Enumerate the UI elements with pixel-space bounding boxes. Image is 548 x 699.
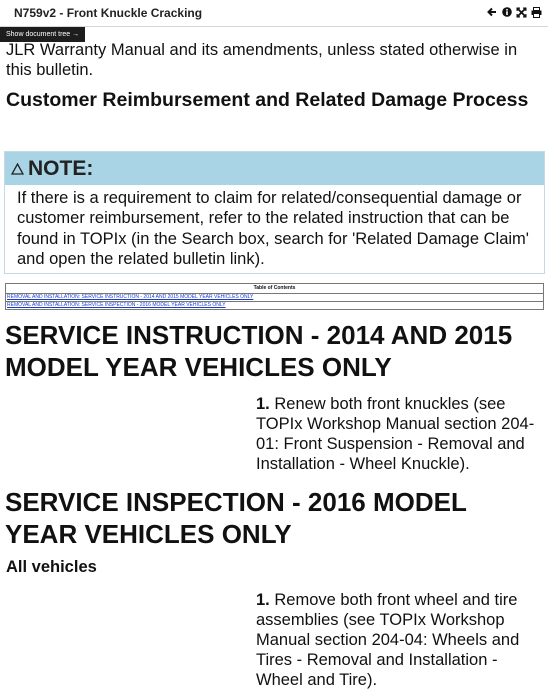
header-bar <box>0 0 548 27</box>
toc-title: Table of Contents <box>6 284 543 294</box>
toolbar <box>486 6 542 18</box>
service-inspection-heading: SERVICE INSPECTION - 2016 MODEL YEAR VEHICLES ONLY <box>5 487 467 549</box>
all-vehicles-subheading: All vehicles <box>6 558 97 576</box>
toc-link-service-instruction[interactable]: REMOVAL AND INSTALLATION: SERVICE INSTRUCTION - 2014 AND 2015 MODEL YEAR VEHICLES ONLY <box>7 294 254 300</box>
service-instruction-heading: SERVICE INSTRUCTION - 2014 AND 2015 MODEL YEAR VEHICLES ONLY <box>5 320 513 382</box>
step-number: 1. <box>256 395 270 413</box>
step-text: Renew both front knuckles (see TOPIx Workshop Manual section 204-01: Front Suspension - Removal and Installation - Wheel Knuckle). <box>256 395 535 473</box>
back-arrow-icon[interactable] <box>486 6 497 18</box>
toc-row <box>6 294 543 302</box>
note-header <box>5 152 544 185</box>
toc-link-service-inspection[interactable]: REMOVAL AND INSTALLATION: SERVICE INSPECTION - 2016 MODEL YEAR VEHICLES ONLY <box>7 302 226 308</box>
toc-row <box>6 302 543 309</box>
show-document-tree-button[interactable]: Show document tree → <box>0 27 85 42</box>
table-of-contents <box>5 283 544 310</box>
customer-reimbursement-heading: Customer Reimbursement and Related Damage Process <box>6 89 529 111</box>
service-inspection-step-1 <box>256 590 540 690</box>
warning-triangle-icon <box>11 163 24 175</box>
note-box <box>4 151 545 274</box>
intro-paragraph: JLR Warranty Manual and its amendments, unless stated otherwise in this bulletin. <box>6 41 518 79</box>
service-instruction-step-1 <box>256 394 540 474</box>
note-body: If there is a requirement to claim for related/consequential damage or customer reimbursement, refer to the related instruction that can be found in TOPIx (in the Search box, search for 'Related Damage Claim' and open the related bulletin link). <box>17 189 529 268</box>
bulletin-content <box>6 40 542 113</box>
print-icon[interactable] <box>531 6 542 18</box>
step-text: Remove both front wheel and tire assemblies (see TOPIx Workshop Manual section 204-04: Wheels and Tires - Removal and Installation - Wheel and Tire). <box>256 591 520 689</box>
step-number: 1. <box>256 591 270 609</box>
note-title: NOTE: <box>28 156 94 180</box>
fullscreen-icon[interactable] <box>516 6 527 18</box>
document-title: N759v2 - Front Knuckle Cracking <box>14 6 203 20</box>
info-icon[interactable] <box>501 6 512 18</box>
